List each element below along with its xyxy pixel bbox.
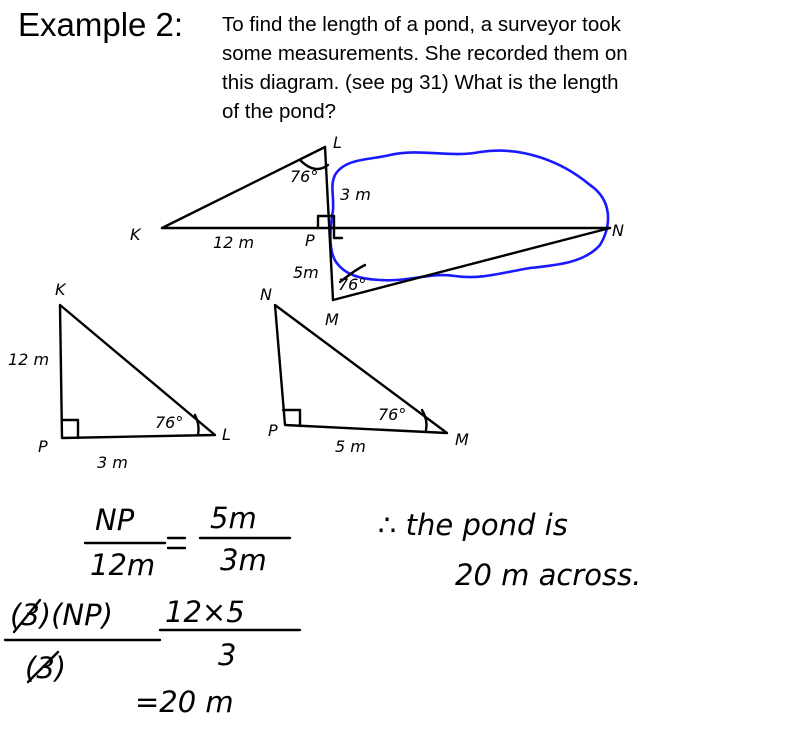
ratio-left-denominator: 12m (90, 548, 156, 582)
angle-L-left: 76° (155, 413, 184, 432)
label-N-mid: N (260, 285, 272, 304)
segment-MN (333, 228, 610, 300)
problem-line: some measurements. She recorded them on (222, 42, 628, 65)
side-PL-left: 3 m (97, 453, 128, 472)
conclusion-line-1: ∴ the pond is (378, 508, 568, 542)
angle-arc-M (422, 410, 427, 430)
result: =20 m (135, 685, 234, 719)
length-LP-top: 3 m (340, 185, 371, 204)
right-angle-mark (62, 420, 78, 438)
label-M-top: M (325, 310, 339, 329)
triangle-KPL (60, 305, 215, 438)
length-PM-top: 5m (293, 263, 319, 282)
ratio-left-numerator: NP (95, 503, 135, 537)
pond-outline (330, 151, 608, 281)
side-KP-left: 12 m (8, 350, 50, 369)
angle-L-top: 76° (290, 167, 319, 186)
step2-left-denominator: (3) (25, 651, 67, 685)
problem-line: of the pond? (222, 100, 336, 123)
side-PM-mid: 5 m (335, 437, 366, 456)
ratio-right-denominator: 3m (220, 543, 267, 577)
label-N-top: N (612, 221, 624, 240)
step2-right-denominator: 3 (218, 638, 237, 672)
label-K-left: K (55, 280, 66, 299)
length-KP-top: 12 m (213, 233, 255, 252)
problem-line: To find the length of a pond, a surveyor took (222, 13, 621, 36)
step2-left-numerator: (3)(NP) (10, 598, 113, 632)
angle-M-mid: 76° (378, 405, 407, 424)
label-M-mid: M (455, 430, 469, 449)
step2-right-numerator: 12×5 (165, 595, 245, 629)
label-L-left: L (222, 425, 231, 444)
conclusion-line-2: 20 m across. (455, 558, 642, 592)
example-title: Example 2: (18, 6, 184, 43)
problem-line: this diagram. (see pg 31) What is the length (222, 71, 619, 94)
angle-arc-L (195, 415, 199, 435)
label-K-top: K (130, 225, 141, 244)
label-P-top: P (305, 231, 315, 250)
label-L-top: L (333, 133, 342, 152)
angle-M-top: 76° (338, 275, 367, 294)
ratio-right-numerator: 5m (210, 501, 257, 535)
label-P-mid: P (268, 421, 278, 440)
label-P-left: P (38, 437, 48, 456)
